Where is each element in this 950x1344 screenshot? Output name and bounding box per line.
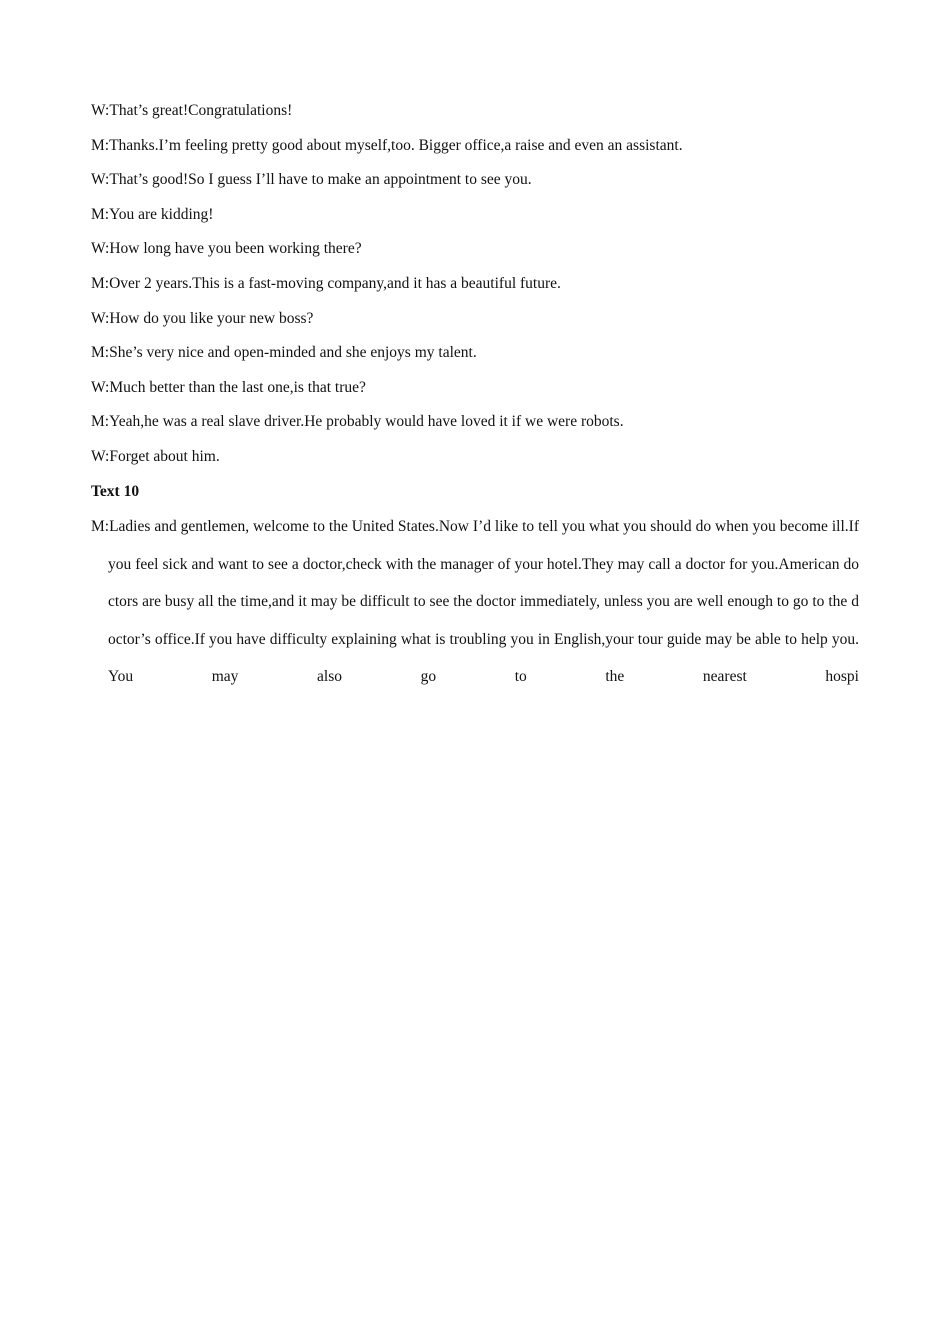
dialogue-line: W:How long have you been working there? bbox=[91, 240, 362, 258]
dialogue-line: W:Much better than the last one,is that true? bbox=[91, 378, 366, 396]
dialogue-line: W:Forget about him. bbox=[91, 447, 220, 465]
dialogue-line: M:Thanks.I’m feeling pretty good about myself,too. Bigger office,a raise and even an assistant. bbox=[91, 136, 683, 154]
dialogue-line: W:That’s good!So I guess I’ll have to make an appointment to see you. bbox=[91, 171, 532, 189]
monologue-paragraph: M:Ladies and gentlemen, welcome to the United States.Now I’d like to tell you what you should do when you become ill.If you feel sick and want to see a doctor,check with the manager of your hotel.They may call a doctor for you.American doctors are busy all the time,and it may be difficult to see the doctor immediately, unless you are well enough to go to the doctor’s office.If you have difficulty explaining what is troubling you in English,your tour guide may be able to help you.You may also go to the nearest hospi bbox=[91, 518, 859, 686]
dialogue-line: W:That’s great!Congratulations! bbox=[91, 102, 293, 119]
section-heading: Text 10 bbox=[91, 482, 140, 500]
dialogue-line: M:Over 2 years.This is a fast-moving company,and it has a beautiful future. bbox=[91, 274, 561, 292]
dialogue-line: M:Yeah,he was a real slave driver.He probably would have loved it if we were robots. bbox=[91, 413, 624, 431]
dialogue-line: W:How do you like your new boss? bbox=[91, 309, 314, 327]
dialogue-line: M:She’s very nice and open-minded and she enjoys my talent. bbox=[91, 344, 477, 362]
document-page bbox=[91, 100, 859, 696]
dialogue-line: M:You are kidding! bbox=[91, 205, 214, 223]
